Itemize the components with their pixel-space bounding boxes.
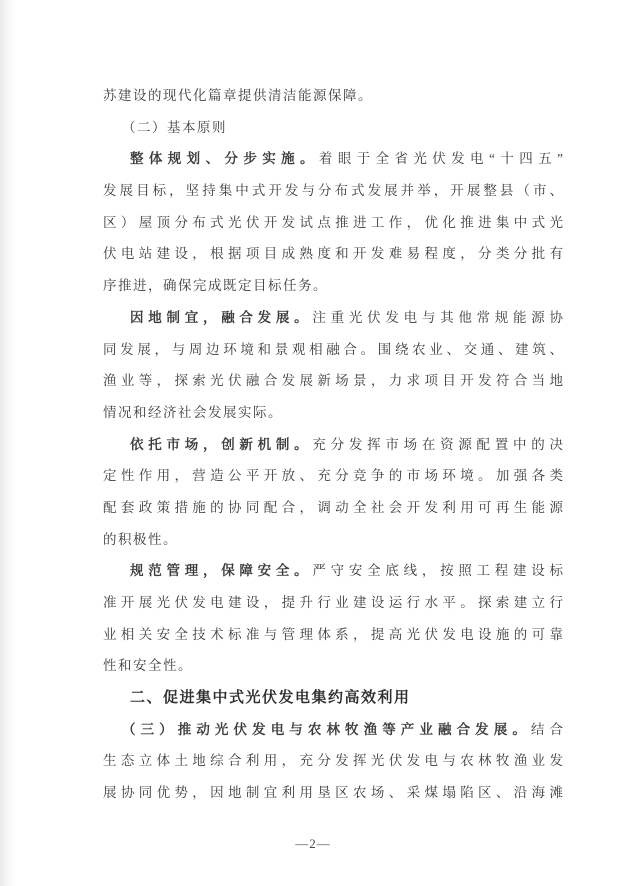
text-line: 准开展光伏发电建设，提升行业建设运行水平。探索建立行 [103, 595, 563, 610]
subsection-heading-basic-principles: （二）基本原则 [122, 119, 227, 135]
text-line: 业相关安全技术标准与管理体系，提高光伏发电设施的可靠 [103, 626, 563, 642]
paragraph-lead: 因地制宜，融合发展。 [130, 309, 313, 325]
document-body [103, 80, 563, 809]
text-line [103, 143, 563, 175]
text-run: 结合 [530, 721, 563, 737]
section-heading-centralized-pv: 二、促进集中式光伏发电集约高效利用 [130, 689, 411, 707]
text-line: 展协同优势，因地制宜利用垦区农场、采煤塌陷区、沿海滩 [103, 785, 563, 801]
text-line: 同发展，与周边环境和景观相融合。围绕农业、交通、建筑、 [103, 341, 563, 357]
text-run: 注重光伏发电与其他常规能源协 [312, 309, 563, 325]
text-run: 严守安全底线，按照工程建设标 [312, 563, 563, 579]
paragraph-lead: 规范管理，保障安全。 [130, 563, 313, 579]
text-line: 发展目标，坚持集中式开发与分布式发展并举，开展整县（市、 [103, 183, 563, 199]
text-line [103, 429, 563, 461]
text-line: 区）屋顶分布式光伏开发试点推进工作，优化推进集中式光 [103, 214, 563, 230]
text-line: 苏建设的现代化篇章提供清洁能源保障。 [103, 88, 373, 103]
text-line [103, 302, 563, 334]
text-line: 情况和经济社会发展实际。 [103, 404, 283, 420]
text-run: 着眼于全省光伏发电“十四五” [318, 151, 563, 167]
text-line [103, 555, 563, 587]
paragraph-lead: 整体规划、分步实施。 [130, 151, 319, 167]
paragraph-lead: （三）推动光伏发电与农林牧渔等产业融合发展。 [122, 721, 531, 737]
text-line: 配套政策措施的协同配合，调动全社会开发利用可再生能源 [103, 499, 563, 515]
text-line: 性和安全性。 [103, 658, 193, 674]
text-line: 定性作用，营造公平开放、充分竞争的市场环境。加强各类 [103, 468, 563, 484]
text-line [103, 714, 563, 746]
text-line: 的积极性。 [103, 531, 178, 547]
text-line: 生态立体土地综合利用，充分发挥光伏发电与农林牧渔业发 [103, 753, 563, 769]
page-number: —2— [295, 836, 331, 851]
text-line: 渔业等，探索光伏融合发展新场景，力求项目开发符合当地 [103, 373, 563, 389]
paragraph-lead: 依托市场，创新机制。 [130, 436, 313, 452]
text-line: 序推进，确保完成既定目标任务。 [103, 278, 328, 294]
scan-edge-shading [0, 0, 16, 886]
text-run: 充分发挥市场在资源配置中的决 [312, 436, 563, 452]
text-line: 伏电站建设，根据项目成熟度和开发难易程度，分类分批有 [103, 246, 563, 262]
